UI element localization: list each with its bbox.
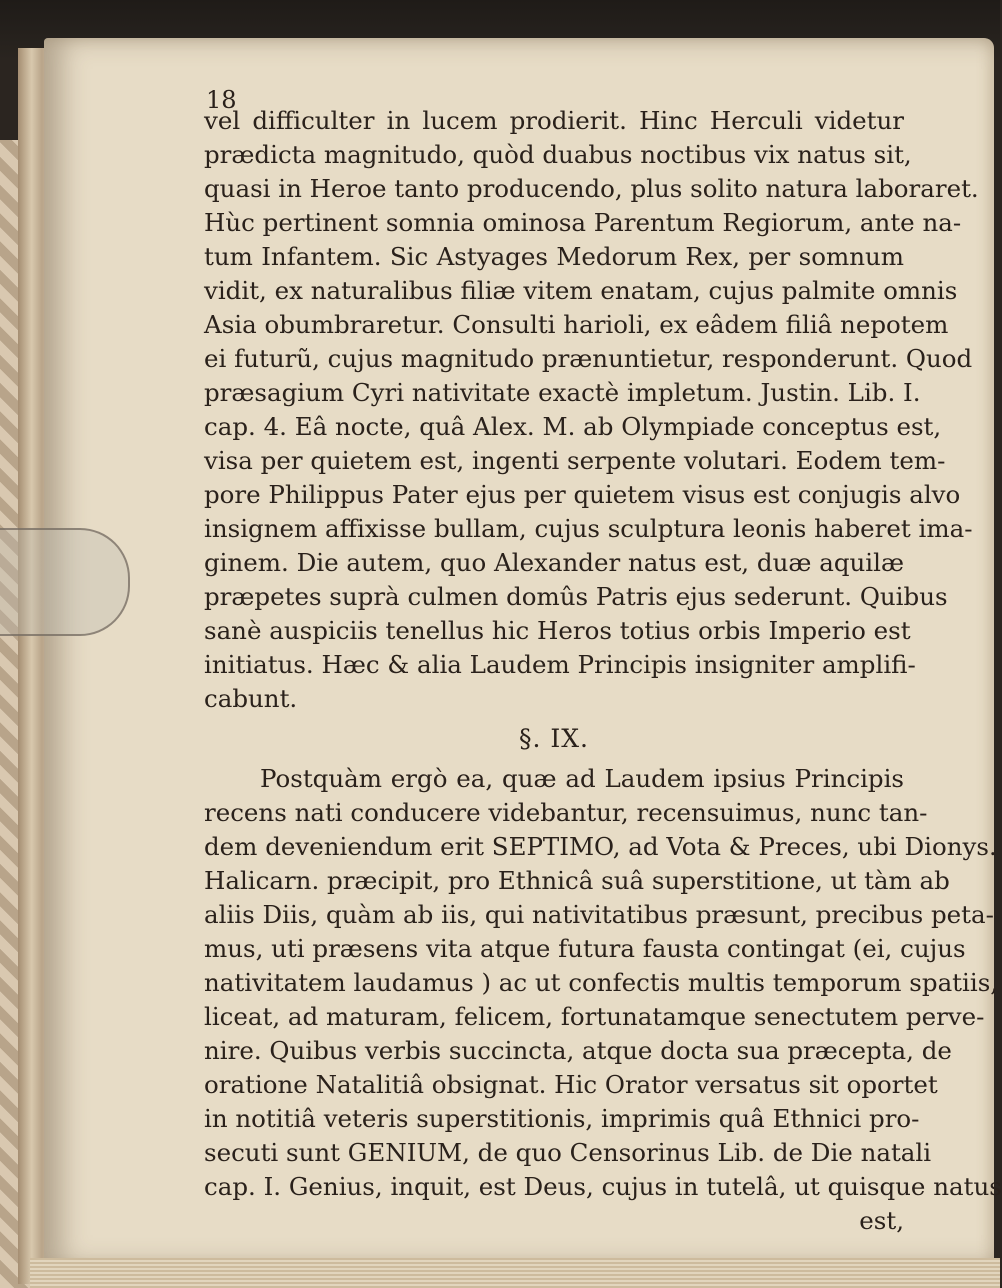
page-clip <box>0 528 130 636</box>
paragraph-one <box>204 104 979 716</box>
text-line: sanè auspiciis tenellus hic Heros totius orbis Imperio est <box>204 616 911 645</box>
text-line: aliis Diis, quàm ab iis, qui nativitatibus præsunt, precibus peta- <box>204 900 994 929</box>
section-heading: §. IX. <box>518 724 589 753</box>
text-line: initiatus. Hæc & alia Laudem Principis insigniter amplifi- <box>204 650 916 679</box>
text-line: præsagium Cyri nativitate exactè impletum. Justin. Lib. I. <box>204 378 921 407</box>
text-line: ei futurũ, cujus magnitudo prænuntietur, responderunt. Quod <box>204 344 973 373</box>
text-line: dem deveniendum erit SEPTIMO, ad Vota & Preces, ubi Dionys. <box>204 832 997 861</box>
text-line: visa per quietem est, ingenti serpente volutari. Eodem tem- <box>204 446 946 475</box>
text-line: cap. 4. Eâ nocte, quâ Alex. M. ab Olympiade conceptus est, <box>204 412 942 441</box>
text-line: prædicta magnitudo, quòd duabus noctibus vix natus sit, <box>204 140 912 169</box>
text-line: vel difficulter in lucem prodierit. Hinc Herculi videtur <box>204 106 904 135</box>
text-line: Halicarn. præcipit, pro Ethnicâ suâ superstitione, ut tàm ab <box>204 866 950 895</box>
text-line: vidit, ex naturalibus filiæ vitem enatam, cujus palmite omnis <box>204 276 958 305</box>
text-line: in notitiâ veteris superstitionis, imprimis quâ Ethnici pro- <box>204 1104 920 1133</box>
text-line: insignem affixisse bullam, cujus sculptura leonis haberet ima- <box>204 514 973 543</box>
text-line: Asia obumbraretur. Consulti harioli, ex eâdem filiâ nepotem <box>204 310 949 339</box>
text-line: recens nati conducere videbantur, recensuimus, nunc tan- <box>204 798 928 827</box>
catchword: est, <box>859 1206 904 1235</box>
page-edges <box>30 1258 1000 1288</box>
text-block <box>204 88 1002 1238</box>
text-line: cap. I. Genius, inquit, est Deus, cujus in tutelâ, ut quisque natus <box>204 1172 1002 1201</box>
text-line: secuti sunt GENIUM, de quo Censorinus Lib. de Die natali <box>204 1138 932 1167</box>
page-number: 18 <box>206 86 237 114</box>
text-line: ginem. Die autem, quo Alexander natus est, duæ aquilæ <box>204 548 904 577</box>
text-line: Hùc pertinent somnia ominosa Parentum Regiorum, ante na- <box>204 208 962 237</box>
text-line: tum Infantem. Sic Astyages Medorum Rex, per somnum <box>204 242 904 271</box>
text-line: Postquàm ergò ea, quæ ad Laudem ipsius Principis <box>260 764 904 793</box>
text-line: nire. Quibus verbis succincta, atque docta sua præcepta, de <box>204 1036 952 1065</box>
text-line: quasi in Heroe tanto producendo, plus solito natura laboraret. <box>204 174 979 203</box>
paragraph-two <box>204 762 1002 1204</box>
text-line: liceat, ad maturam, felicem, fortunatamque senectutem perve- <box>204 1002 985 1031</box>
text-line: mus, uti præsens vita atque futura fausta contingat (ei, cujus <box>204 934 966 963</box>
text-line: cabunt. <box>204 684 298 713</box>
text-line: oratione Natalitiâ obsignat. Hic Orator versatus sit oportet <box>204 1070 938 1099</box>
text-line: pore Philippus Pater ejus per quietem visus est conjugis alvo <box>204 480 961 509</box>
text-line: præpetes suprà culmen domûs Patris ejus sederunt. Quibus <box>204 582 948 611</box>
text-line: nativitatem laudamus ) ac ut confectis multis temporum spatiis, <box>204 968 999 997</box>
